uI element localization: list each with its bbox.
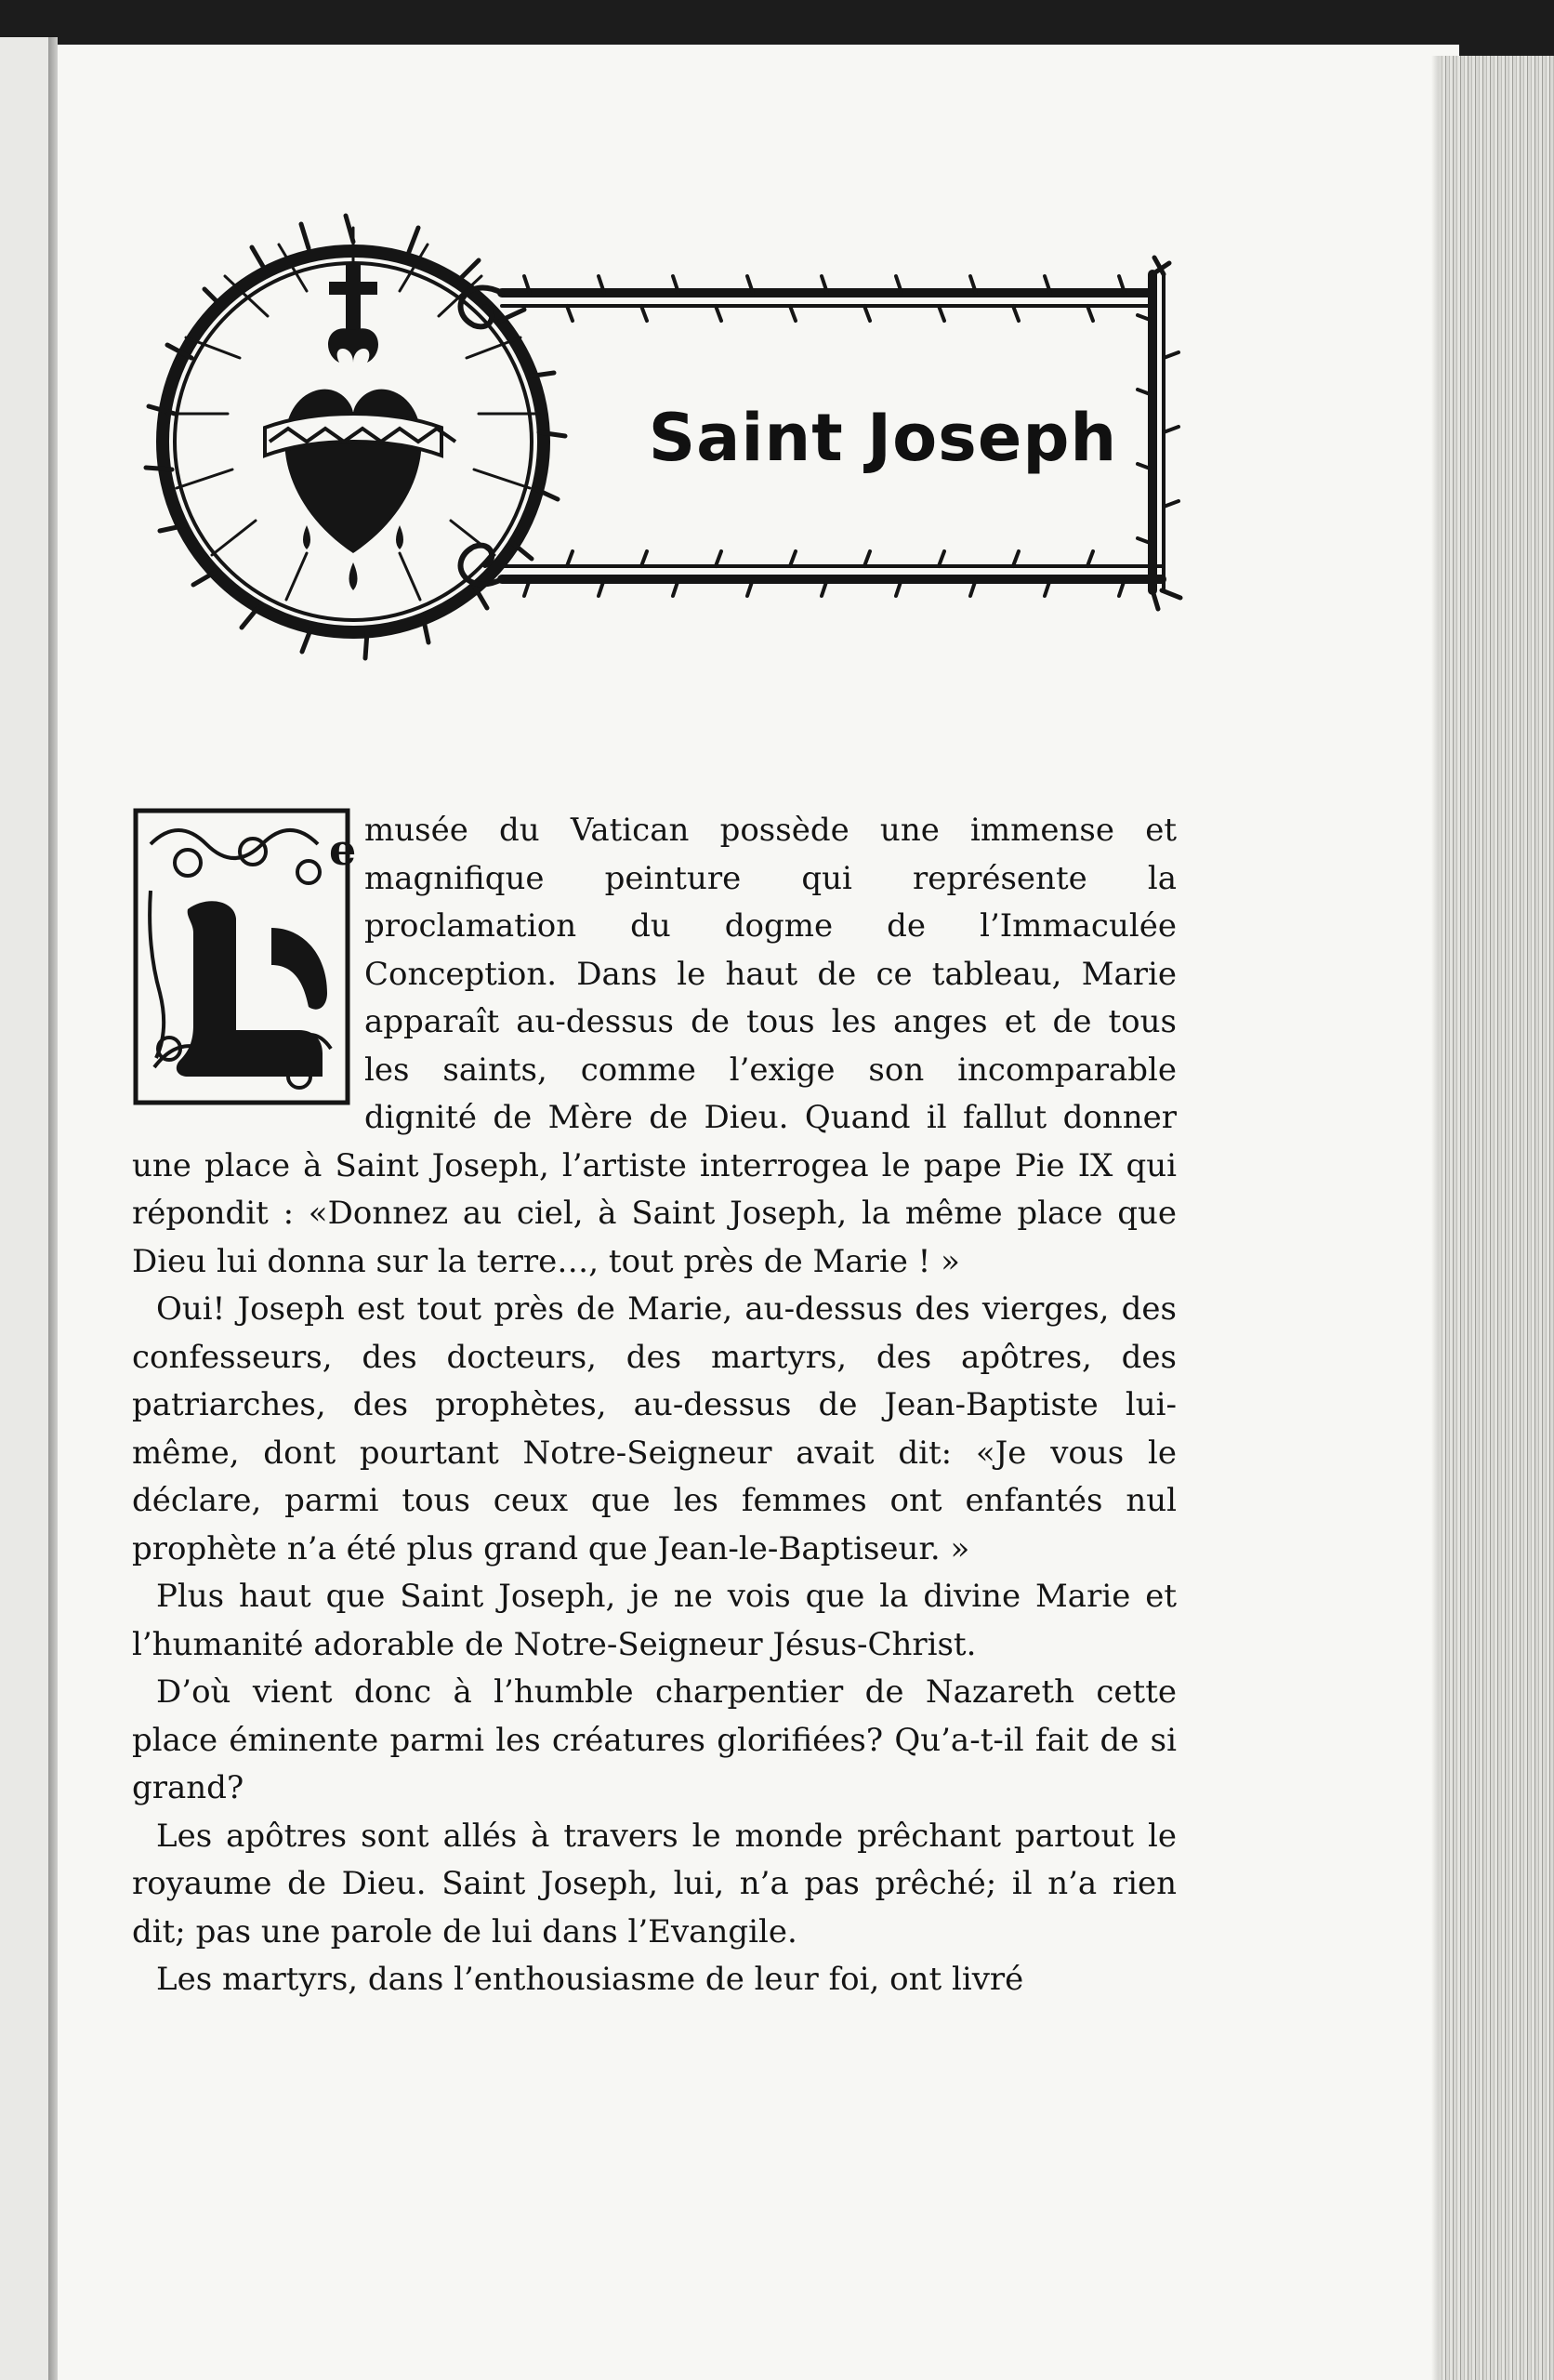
paragraph-3: Plus haut que Saint Joseph, je ne vois que la divine Marie et l’humanité adorable de Notre-Seigneur Jésus-Christ. [132, 1578, 1177, 1663]
chapter-header [130, 191, 1227, 693]
initial-suffix: e [329, 825, 357, 875]
paragraph-2: Oui! Joseph est tout près de Marie, au-dessus des vierges, des confesseurs, des docteurs, des martyrs, des apôtres, des patriarches, des prophètes, au-dessus de Jean-Baptiste lui-même, dont pourtant Notre-Seigneur avait dit: «Je vous le déclare, parmi tous ceux que les femmes ont enfantés nul prophète n’a été plus grand que Jean-le-Baptiseur. » [132, 1290, 1177, 1567]
book-gutter [48, 37, 58, 2380]
chapter-body [132, 807, 1177, 2004]
decorated-initial-l [132, 807, 357, 1106]
paragraph-5: Les apôtres sont allés à travers le monde prêchant partout le royaume de Dieu. Saint Joseph, lui, n’a pas prêché; il n’a rien dit; pas une parole de lui dans l’Evangile. [132, 1817, 1177, 1950]
chapter-title: Saint Joseph [648, 400, 1118, 476]
floral-initial-icon [132, 807, 357, 1106]
paragraph-6: Les martyrs, dans l’enthousiasme de leur foi, ont livré [156, 1961, 1024, 1998]
paragraph-4: D’où vient donc à l’humble charpentier de Nazareth cette place éminente parmi les créatures glorifiées? Qu’a-t-il fait de si grand? [132, 1673, 1177, 1806]
facing-page-edge [0, 37, 54, 2380]
page-stack-edges [1439, 56, 1554, 2380]
paragraph-1 [132, 807, 1177, 1286]
paragraph-1-text: musée du Vatican possède une immense et magnifique peinture qui représente la proclamation du dogme de l’Immaculée Conception. Dans le haut de ce tableau, Marie apparaît au-dessus de tous les anges et de tous les saints, comme l’exige son incomparable dignité de Mère de Dieu. Quand il fallut donner une place à Saint Joseph, l’artiste interrogea le pape Pie IX qui répondit : «Donnez au ciel, à Saint Joseph, la même place que Dieu lui donna sur la terre…, tout près de Marie ! » [132, 812, 1177, 1280]
